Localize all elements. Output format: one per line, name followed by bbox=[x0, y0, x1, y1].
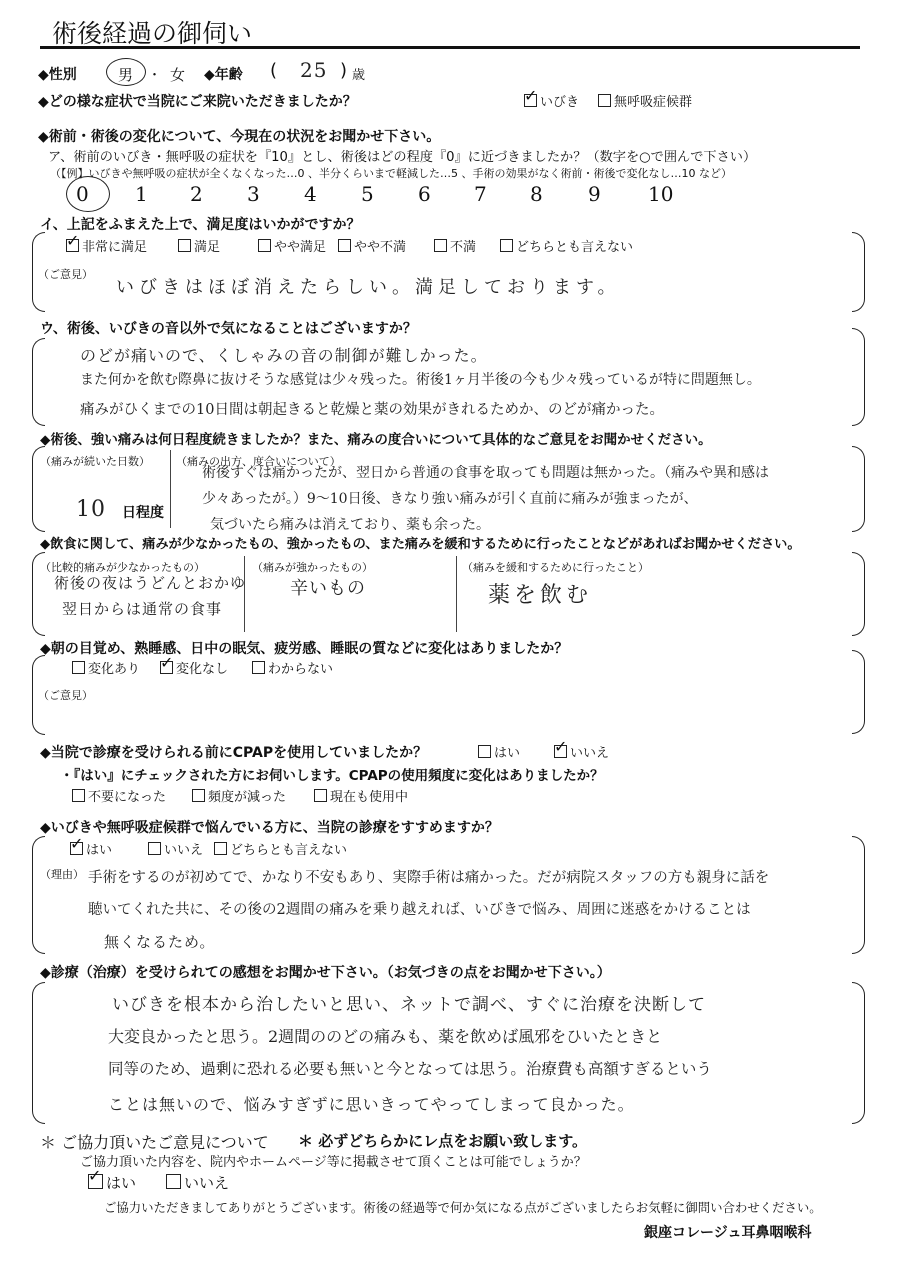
change-question: ◆術前・術後の変化について、今現在の状況をお聞かせ下さい。 bbox=[38, 129, 441, 145]
satisfaction-option[interactable] bbox=[66, 236, 147, 255]
recommend-question: ◆いびきや無呼吸症候群で悩んでいる方に、当院の診療をすすめますか？ bbox=[40, 820, 499, 836]
morning-checkbox[interactable] bbox=[160, 661, 173, 674]
satisfaction-opinion-label: （ご意見） bbox=[38, 268, 93, 281]
food-divider-2 bbox=[456, 556, 457, 632]
recommend-option-label: はい bbox=[86, 843, 113, 858]
cooperation-yes-label: はい bbox=[106, 1174, 137, 1192]
food-relief-label: （痛みを緩和するために行ったこと） bbox=[462, 561, 649, 574]
satisfaction-checkbox[interactable] bbox=[434, 239, 447, 252]
scale-number[interactable]: 6 bbox=[418, 182, 431, 206]
satisfaction-option-label: どちらとも言えない bbox=[516, 240, 634, 255]
morning-question: ◆朝の目覚め、熟睡感、日中の眠気、疲労感、睡眠の質などに変化はありましたか？ bbox=[40, 641, 569, 657]
scale-number[interactable]: 9 bbox=[588, 182, 601, 206]
scale-number[interactable]: 8 bbox=[530, 182, 543, 206]
morning-opinion-label: （ご意見） bbox=[38, 689, 93, 702]
impression-question: ◆診療（治療）を受けられての感想をお聞かせ下さい。（お気づきの点をお聞かせ下さい。） bbox=[40, 965, 611, 981]
morning-option-label: わからない bbox=[268, 662, 334, 677]
morning-option[interactable] bbox=[160, 658, 228, 677]
satisfaction-option-label: 非常に満足 bbox=[82, 240, 148, 255]
thanks-text: ご協力いただきましてありがとうございます。術後の経過等で何か気になる点がございましたらお気軽に御問い合わせください。 bbox=[104, 1200, 822, 1215]
cooperation-note: ＊ 必ずどちらかにレ点をお願い致します。 bbox=[298, 1132, 588, 1150]
scale-number[interactable]: 10 bbox=[648, 182, 674, 206]
age-unit: 歳 bbox=[352, 68, 366, 83]
recommend-reason-line-2: 聴いてくれた共に、その後の2週間の痛みを乗り越えれば、いびきで悩み、周囲に迷惑をかけることは bbox=[88, 902, 751, 918]
recommend-reason-line-3: 無くなるため。 bbox=[104, 933, 216, 951]
cpap-sub-option-label: 不要になった bbox=[88, 790, 167, 805]
symptom-option-snoring[interactable] bbox=[524, 91, 579, 110]
satisfaction-option[interactable] bbox=[178, 236, 220, 255]
satisfaction-option[interactable] bbox=[434, 236, 476, 255]
cpap-sub-option[interactable] bbox=[72, 786, 166, 805]
cpap-yes-checkbox[interactable] bbox=[478, 745, 491, 758]
pain-detail-line-1: 術後すぐは痛かったが、翌日から普通の食事を取っても問題は無かった。（痛みや異和感は bbox=[202, 465, 769, 481]
scale-selected-circle bbox=[66, 176, 110, 212]
scale-number[interactable]: 5 bbox=[361, 182, 374, 206]
cpap-yes-label: はい bbox=[494, 746, 521, 761]
gender-male-circle bbox=[106, 58, 146, 86]
cooperation-no-label: いいえ bbox=[184, 1174, 230, 1192]
food-divider-1 bbox=[244, 556, 245, 632]
morning-checkbox[interactable] bbox=[252, 661, 265, 674]
cooperation-option-no[interactable] bbox=[166, 1172, 229, 1193]
snoring-checkbox[interactable] bbox=[524, 94, 537, 107]
symptom-option-apnea[interactable] bbox=[598, 91, 692, 110]
cooperation-option-yes[interactable] bbox=[88, 1172, 136, 1193]
satisfaction-bracket-right bbox=[852, 232, 865, 312]
food-question: ◆飲食に関して、痛みが少なかったもの、強かったもの、また痛みを緩和するために行ったことなどがあればお聞かせください。 bbox=[40, 537, 801, 552]
cpap-sub-checkbox[interactable] bbox=[72, 789, 85, 802]
satisfaction-checkbox[interactable] bbox=[66, 239, 79, 252]
scale-number[interactable]: 3 bbox=[247, 182, 260, 206]
other-line-2: また何かを飲む際鼻に抜けそうな感覚は少々残った。術後1ヶ月半後の今も少々残っているが特に問題無し。 bbox=[80, 372, 761, 388]
food-relief-value: 薬を飲む bbox=[488, 583, 593, 608]
other-bracket-left bbox=[32, 338, 45, 426]
symptom-question: ◆どの様な症状で当院にご来院いただきましたか？ bbox=[38, 94, 357, 110]
satisfaction-checkbox[interactable] bbox=[500, 239, 513, 252]
cooperation-title: ＊ ご協力頂いたご意見について bbox=[40, 1133, 269, 1152]
satisfaction-option[interactable] bbox=[338, 236, 406, 255]
morning-option[interactable] bbox=[252, 658, 333, 677]
apnea-checkbox[interactable] bbox=[598, 94, 611, 107]
cpap-sub-option[interactable] bbox=[192, 786, 286, 805]
cpap-sub-option-label: 現在も使用中 bbox=[330, 790, 409, 805]
recommend-bracket-left bbox=[32, 836, 45, 954]
satisfaction-checkbox[interactable] bbox=[178, 239, 191, 252]
morning-option-label: 変化なし bbox=[176, 662, 229, 677]
impression-line-2: 大変良かったと思う。2週間ののどの痛みも、薬を飲めば風邪をひいたときと bbox=[108, 1027, 663, 1046]
food-less-line-1: 術後の夜はうどんとおかゆ bbox=[54, 574, 247, 592]
morning-checkbox[interactable] bbox=[72, 661, 85, 674]
cpap-question: ◆当院で診療を受けられる前にCPAPを使用していましたか？ bbox=[40, 745, 428, 761]
cooperation-question: ご協力頂いた内容を、院内やホームページ等に掲載させて頂くことは可能でしょうか？ bbox=[80, 1155, 587, 1170]
pain-detail-line-3: 気づいたら痛みは消えており、薬も余った。 bbox=[210, 517, 490, 533]
impression-line-4: ことは無いので、悩みすぎずに思いきってやってしまって良かった。 bbox=[108, 1095, 635, 1114]
title-underline bbox=[40, 46, 860, 49]
scale-number[interactable]: 1 bbox=[135, 182, 148, 206]
gender-female-option[interactable]: 女 bbox=[170, 66, 186, 84]
snoring-label: いびき bbox=[540, 95, 580, 110]
change-example: （【例】いびきや無呼吸の症状が全くなくなった…0 、半分くらいまで軽減した…5 、手術の効果がなく術前・術後で変化なし…10 など） bbox=[50, 167, 732, 180]
recommend-checkbox[interactable] bbox=[70, 842, 83, 855]
cpap-sub-checkbox[interactable] bbox=[314, 789, 327, 802]
age-label: ◆年齢 bbox=[204, 67, 243, 83]
food-bracket-right bbox=[852, 552, 865, 636]
scale-number[interactable]: 7 bbox=[474, 182, 487, 206]
satisfaction-option[interactable] bbox=[500, 236, 633, 255]
recommend-option-label: どちらとも言えない bbox=[230, 843, 348, 858]
satisfaction-opinion-text: いびきはほぼ消えたらしい。満足しております。 bbox=[116, 277, 621, 298]
scale-number[interactable]: 4 bbox=[304, 182, 317, 206]
recommend-option-label: いいえ bbox=[164, 843, 204, 858]
recommend-option[interactable] bbox=[214, 839, 347, 858]
pain-days-unit: 日程度 bbox=[122, 505, 164, 521]
impression-line-1: いびきを根本から治したいと思い、ネットで調べ、すぐに治療を決断して bbox=[112, 995, 706, 1015]
pain-detail-line-2: 少々あったが。）9〜10日後、きなり強い痛みが引く直前に痛みが強まったが、 bbox=[202, 491, 698, 507]
gender-male-option[interactable]: 男 bbox=[118, 66, 134, 84]
gender-label: ◆性別 bbox=[38, 67, 77, 83]
recommend-reason-line-1: 手術をするのが初めてで、かなり不安もあり、実際手術は痛かった。だが病院スタッフの方も親身に話を bbox=[88, 870, 770, 886]
apnea-label: 無呼吸症候群 bbox=[614, 95, 693, 110]
cpap-option-yes[interactable] bbox=[478, 742, 520, 761]
cpap-sub-option[interactable] bbox=[314, 786, 408, 805]
cpap-no-checkbox[interactable] bbox=[554, 745, 567, 758]
other-line-3: 痛みがひくまでの10日間は朝起きると乾燥と薬の効果がきれるためか、のどが痛かった。 bbox=[80, 402, 664, 418]
morning-bracket-right bbox=[852, 650, 865, 734]
impression-line-3: 同等のため、過剰に恐れる必要も無いと今となっては思う。治療費も高額すぎるという bbox=[108, 1060, 712, 1078]
recommend-checkbox[interactable] bbox=[148, 842, 161, 855]
satisfaction-option[interactable] bbox=[258, 236, 326, 255]
gender-separator: ・ bbox=[148, 68, 162, 83]
impression-bracket-left bbox=[32, 982, 45, 1124]
age-paren-close: ) bbox=[340, 60, 348, 81]
cpap-sub-option-label: 頻度が減った bbox=[208, 790, 287, 805]
age-value[interactable]: 25 bbox=[300, 58, 328, 82]
recommend-reason-label: （理由） bbox=[40, 868, 84, 881]
satisfaction-checkbox[interactable] bbox=[338, 239, 351, 252]
clinic-name: 銀座コレージュ耳鼻咽喉科 bbox=[644, 1225, 812, 1241]
cpap-sub-checkbox[interactable] bbox=[192, 789, 205, 802]
cooperation-no-checkbox[interactable] bbox=[166, 1174, 181, 1189]
recommend-bracket-right bbox=[852, 836, 865, 954]
satisfaction-option-label: 満足 bbox=[194, 240, 221, 255]
impression-bracket-right bbox=[852, 982, 865, 1124]
cooperation-yes-checkbox[interactable] bbox=[88, 1174, 103, 1189]
food-less-line-2: 翌日からは通常の食事 bbox=[62, 600, 223, 618]
pain-divider bbox=[170, 450, 171, 528]
satisfaction-option-label: やや満足 bbox=[274, 240, 327, 255]
other-line-1: のどが痛いので、くしゃみの音の制御が難しかった。 bbox=[80, 346, 488, 365]
food-less-label: （比較的痛みが少なかったもの） bbox=[40, 561, 205, 574]
pain-bracket-right bbox=[852, 446, 865, 532]
pain-days-value[interactable]: 10 bbox=[76, 497, 106, 522]
morning-option-label: 変化あり bbox=[88, 662, 141, 677]
food-strong-label: （痛みが強かったもの） bbox=[252, 561, 373, 574]
change-subquestion-a: ア、術前のいびき・無呼吸の症状を『10』とし、術後はどの程度『0』に近づきましたか？（数字を○で囲んで下さい） bbox=[48, 150, 757, 165]
other-bracket-right bbox=[852, 328, 865, 426]
satisfaction-checkbox[interactable] bbox=[258, 239, 271, 252]
satisfaction-option-label: 不満 bbox=[450, 240, 477, 255]
pain-days-label: （痛みが続いた日数） bbox=[40, 455, 150, 468]
recommend-checkbox[interactable] bbox=[214, 842, 227, 855]
pain-detail-label: （痛みの出方、度合いについて） bbox=[176, 455, 341, 468]
page-title: 術後経過の御伺い bbox=[52, 19, 253, 48]
recommend-option[interactable] bbox=[70, 839, 112, 858]
age-paren-open: ( bbox=[270, 60, 278, 81]
scale-number[interactable]: 2 bbox=[190, 182, 203, 206]
morning-option[interactable] bbox=[72, 658, 140, 677]
cpap-no-label: いいえ bbox=[570, 746, 610, 761]
scale-number[interactable]: 0 bbox=[76, 182, 89, 206]
satisfaction-question: イ、上記をふまえた上で、満足度はいかがですか？ bbox=[40, 217, 361, 233]
satisfaction-option-label: やや不満 bbox=[354, 240, 407, 255]
food-strong-value: 辛いもの bbox=[290, 578, 366, 599]
cpap-subquestion: ・『はい』にチェックされた方にお伺いします。CPAPの使用頻度に変化はありましたか？ bbox=[60, 768, 604, 784]
pain-question: ◆術後、強い痛みは何日程度続きましたか？また、痛みの度合いについて具体的なご意見をお聞かせください。 bbox=[40, 432, 712, 448]
other-question: ウ、術後、いびきの音以外で気になることはございますか？ bbox=[40, 321, 417, 337]
cpap-option-no[interactable] bbox=[554, 742, 609, 761]
recommend-option[interactable] bbox=[148, 839, 203, 858]
